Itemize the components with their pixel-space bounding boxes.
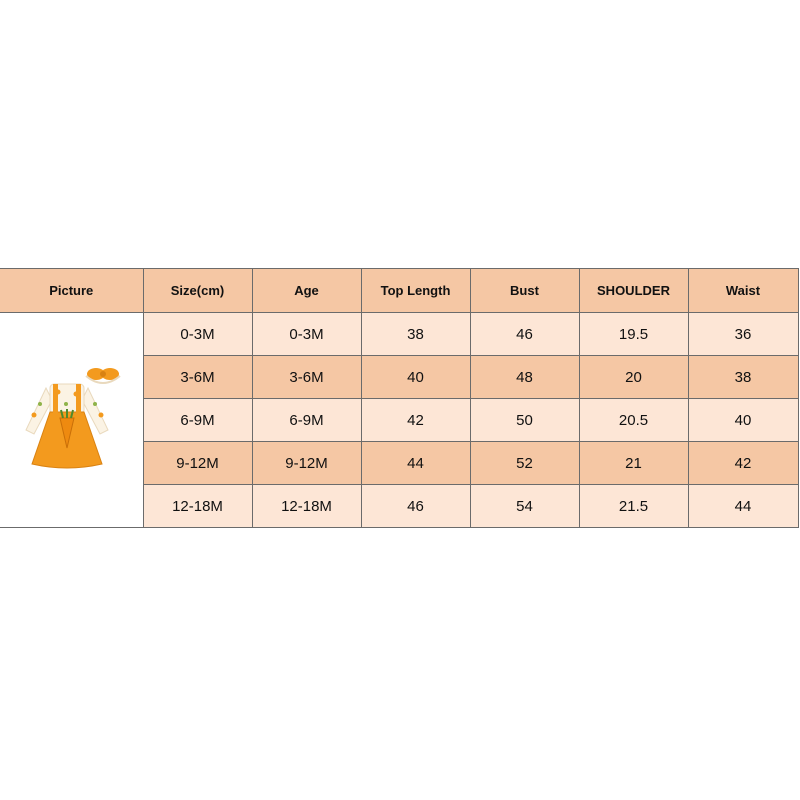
- cell-age: 12-18M: [252, 485, 361, 528]
- cell-top-length: 42: [361, 399, 470, 442]
- header-row: [0, 269, 798, 313]
- header-waist: Waist: [688, 269, 798, 313]
- table-row: [0, 313, 798, 356]
- cell-bust: 46: [470, 313, 579, 356]
- cell-size: 12-18M: [143, 485, 252, 528]
- header-shoulder: SHOULDER: [579, 269, 688, 313]
- cell-size: 6-9M: [143, 399, 252, 442]
- header-bust: Bust: [470, 269, 579, 313]
- cell-waist: 38: [688, 356, 798, 399]
- cell-shoulder: 20: [579, 356, 688, 399]
- cell-bust: 52: [470, 442, 579, 485]
- cell-shoulder: 19.5: [579, 313, 688, 356]
- cell-shoulder: 21: [579, 442, 688, 485]
- cell-age: 6-9M: [252, 399, 361, 442]
- cell-waist: 44: [688, 485, 798, 528]
- dress-image: [16, 360, 126, 480]
- cell-bust: 48: [470, 356, 579, 399]
- size-chart-table: [0, 268, 799, 528]
- cell-age: 3-6M: [252, 356, 361, 399]
- cell-bust: 50: [470, 399, 579, 442]
- header-size: Size(cm): [143, 269, 252, 313]
- cell-waist: 36: [688, 313, 798, 356]
- cell-top-length: 46: [361, 485, 470, 528]
- cell-size: 0-3M: [143, 313, 252, 356]
- cell-waist: 42: [688, 442, 798, 485]
- cell-top-length: 40: [361, 356, 470, 399]
- cell-bust: 54: [470, 485, 579, 528]
- cell-age: 0-3M: [252, 313, 361, 356]
- cell-shoulder: 21.5: [579, 485, 688, 528]
- cell-size: 3-6M: [143, 356, 252, 399]
- cell-shoulder: 20.5: [579, 399, 688, 442]
- cell-top-length: 38: [361, 313, 470, 356]
- picture-cell: [0, 313, 143, 528]
- cell-waist: 40: [688, 399, 798, 442]
- cell-top-length: 44: [361, 442, 470, 485]
- header-top-length: Top Length: [361, 269, 470, 313]
- header-age: Age: [252, 269, 361, 313]
- cell-age: 9-12M: [252, 442, 361, 485]
- header-picture: Picture: [0, 269, 143, 313]
- cell-size: 9-12M: [143, 442, 252, 485]
